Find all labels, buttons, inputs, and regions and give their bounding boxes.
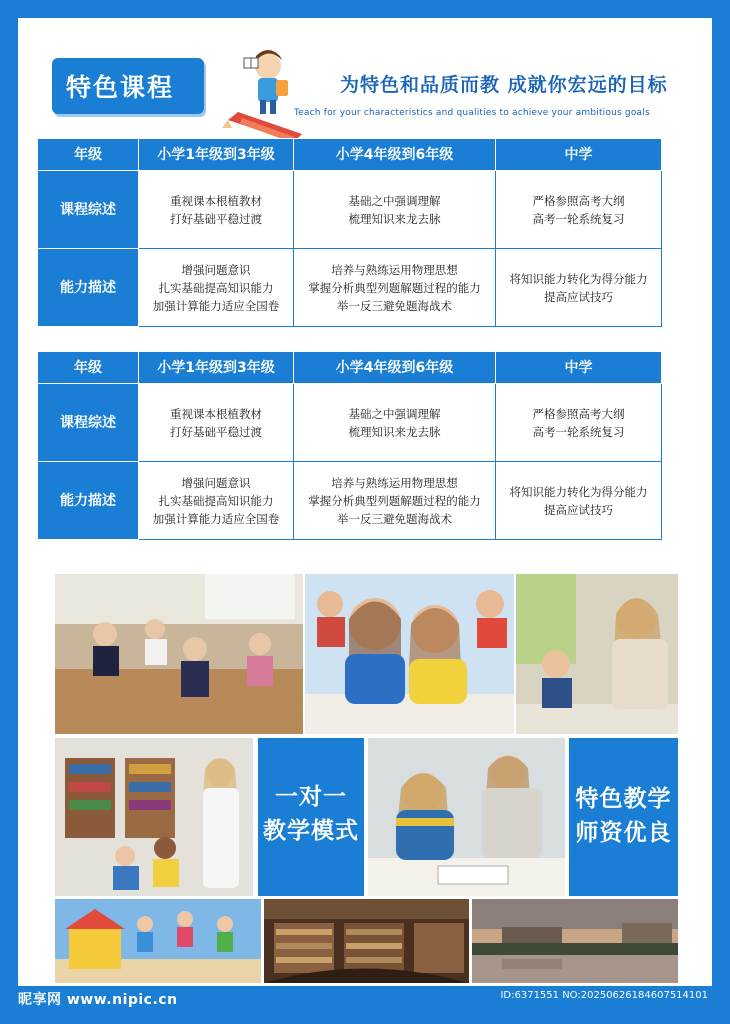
smiling-students-photo xyxy=(305,574,514,734)
table-cell: 增强问题意识 扎实基础提高知识能力 加强计算能力适应全国卷 xyxy=(139,249,294,327)
table-row xyxy=(38,249,662,327)
header-middle-school: 中学 xyxy=(496,352,662,384)
table-cell: 增强问题意识 扎实基础提高知识能力 加强计算能力适应全国卷 xyxy=(139,462,294,540)
header-primary-1-3: 小学1年级到3年级 xyxy=(139,352,294,384)
kid-on-pencil-illustration xyxy=(220,40,310,140)
row-label: 能力描述 xyxy=(38,462,139,540)
table-header-row xyxy=(38,139,662,171)
library-shelves-photo xyxy=(264,899,469,983)
header-middle-school: 中学 xyxy=(496,139,662,171)
table-cell: 将知识能力转化为得分能力 提高应试技巧 xyxy=(496,249,662,327)
one-on-one-box xyxy=(258,738,364,896)
badge-title: 特色课程 xyxy=(66,73,175,102)
teachers-line-2: 师资优良 xyxy=(575,820,672,846)
row-label: 课程综述 xyxy=(38,384,139,462)
teacher-helping-photo xyxy=(516,574,678,734)
table-cell: 培养与熟练运用物理思想 掌握分析典型列题解题过程的能力 举一反三避免题海战术 xyxy=(294,462,496,540)
table-row xyxy=(38,171,662,249)
one-on-one-line-2: 教学模式 xyxy=(263,818,359,844)
table-cell: 重视课本根植教材 打好基础平稳过渡 xyxy=(139,384,294,462)
table-cell: 重视课本根植教材 打好基础平稳过渡 xyxy=(139,171,294,249)
table-row xyxy=(38,384,662,462)
one-on-one-line-1: 一对一 xyxy=(275,784,347,810)
course-table-1 xyxy=(37,138,662,327)
teachers-line-1: 特色教学 xyxy=(575,786,672,812)
course-table-2 xyxy=(37,351,662,540)
table-header-row xyxy=(38,352,662,384)
table-cell: 严格参照高考大纲 高考一轮系统复习 xyxy=(496,384,662,462)
watermark: 昵享网 www.nipic.cn xyxy=(18,992,178,1008)
library-teacher-photo xyxy=(55,738,253,896)
section-badge xyxy=(52,58,204,114)
row-label: 能力描述 xyxy=(38,249,139,327)
table-row xyxy=(38,462,662,540)
slogan: 为特色和品质而教 成就你宏远的目标 xyxy=(340,74,668,96)
image-id: ID:6371551 NO:20250626184607514101 xyxy=(500,990,708,1001)
campus-lake-photo xyxy=(472,899,678,983)
header-primary-1-3: 小学1年级到3年级 xyxy=(139,139,294,171)
table-cell: 培养与熟练运用物理思想 掌握分析典型列题解题过程的能力 举一反三避免题海战术 xyxy=(294,249,496,327)
kids-jumping-photo xyxy=(55,899,261,983)
header-primary-4-6: 小学4年级到6年级 xyxy=(294,139,496,171)
header-grade: 年级 xyxy=(38,352,139,384)
classroom-photo xyxy=(55,574,303,734)
row-label: 课程综述 xyxy=(38,171,139,249)
header-primary-4-6: 小学4年级到6年级 xyxy=(294,352,496,384)
table-cell: 将知识能力转化为得分能力 提高应试技巧 xyxy=(496,462,662,540)
table-cell: 基础之中强调理解 梳理知识来龙去脉 xyxy=(294,171,496,249)
header-grade: 年级 xyxy=(38,139,139,171)
slogan-english: Teach for your characteristics and qualities to achieve your ambitious goals xyxy=(294,108,650,118)
girl-drawing-photo xyxy=(368,738,565,896)
teachers-box xyxy=(569,738,678,896)
table-cell: 严格参照高考大纲 高考一轮系统复习 xyxy=(496,171,662,249)
table-cell: 基础之中强调理解 梳理知识来龙去脉 xyxy=(294,384,496,462)
